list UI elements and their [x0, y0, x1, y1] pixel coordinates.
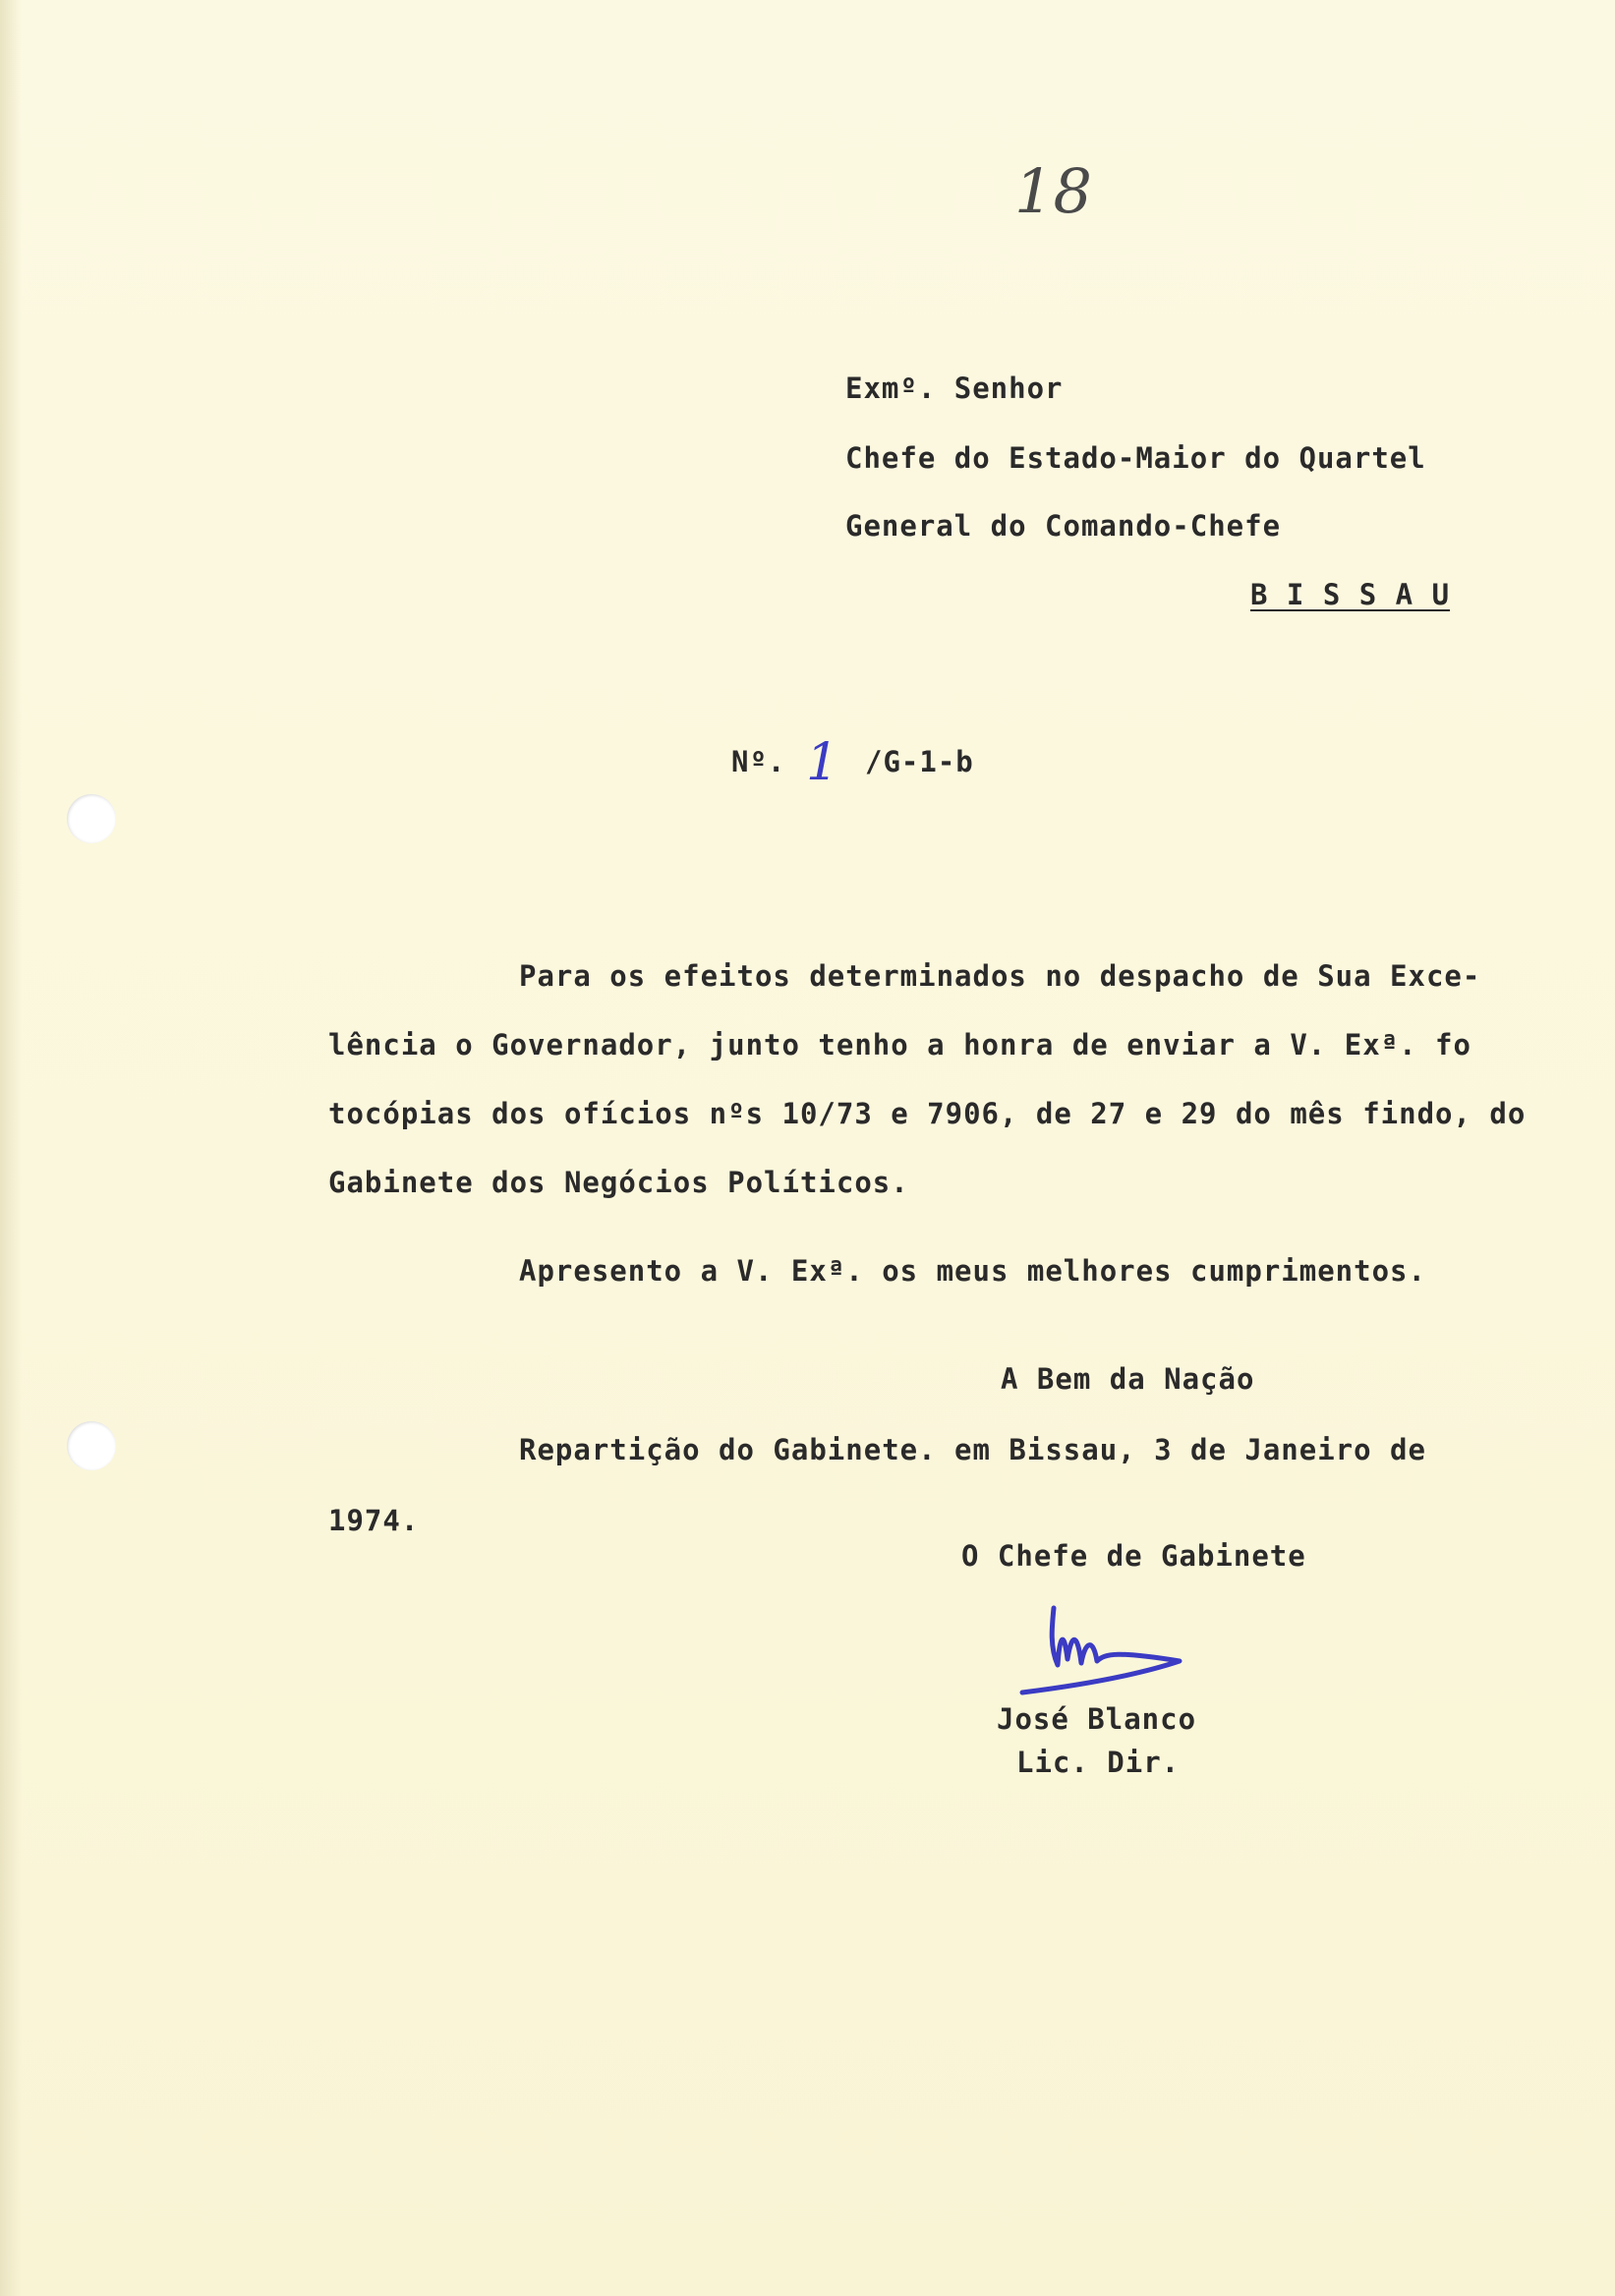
punch-hole-bottom [67, 1421, 116, 1470]
body-line-4: Gabinete dos Negócios Políticos. [328, 1166, 909, 1199]
addressee-city: B I S S A U [1250, 578, 1451, 611]
signatory-name: José Blanco [997, 1702, 1197, 1736]
closing-year: 1974. [328, 1504, 420, 1537]
addressee-line-2: General do Comando-Chefe [845, 509, 1282, 543]
addressee-salutation: Exmº. Senhor [845, 372, 1064, 405]
reference-prefix: Nº. [731, 745, 786, 778]
body-line-1: Para os efeitos determinados no despacho de Sua Exce- [519, 959, 1481, 993]
closing-role: O Chefe de Gabinete [961, 1539, 1306, 1573]
addressee-line-1: Chefe do Estado-Maior do Quartel [845, 441, 1426, 475]
reference-handwritten-number: 1 [806, 733, 839, 792]
closing-motto: A Bem da Nação [1001, 1362, 1255, 1396]
signatory-title: Lic. Dir. [1016, 1746, 1181, 1779]
signature-scribble-icon [1003, 1598, 1199, 1706]
punch-hole-top [67, 794, 116, 843]
body-line-2: lência o Governador, junto tenho a honra de enviar a V. Exª. fo [328, 1028, 1471, 1062]
body-line-3: tocópias dos ofícios nºs 10/73 e 7906, de 27 e 29 do mês findo, do [328, 1097, 1527, 1130]
folio-number: 18 [1014, 155, 1092, 227]
page-edge-shadow [0, 0, 22, 2296]
closing-place-date: Repartição do Gabinete. em Bissau, 3 de Janeiro de [519, 1433, 1426, 1466]
reference-code: /G-1-b [865, 745, 974, 778]
body-paragraph-2: Apresento a V. Exª. os meus melhores cumprimentos. [519, 1254, 1426, 1288]
